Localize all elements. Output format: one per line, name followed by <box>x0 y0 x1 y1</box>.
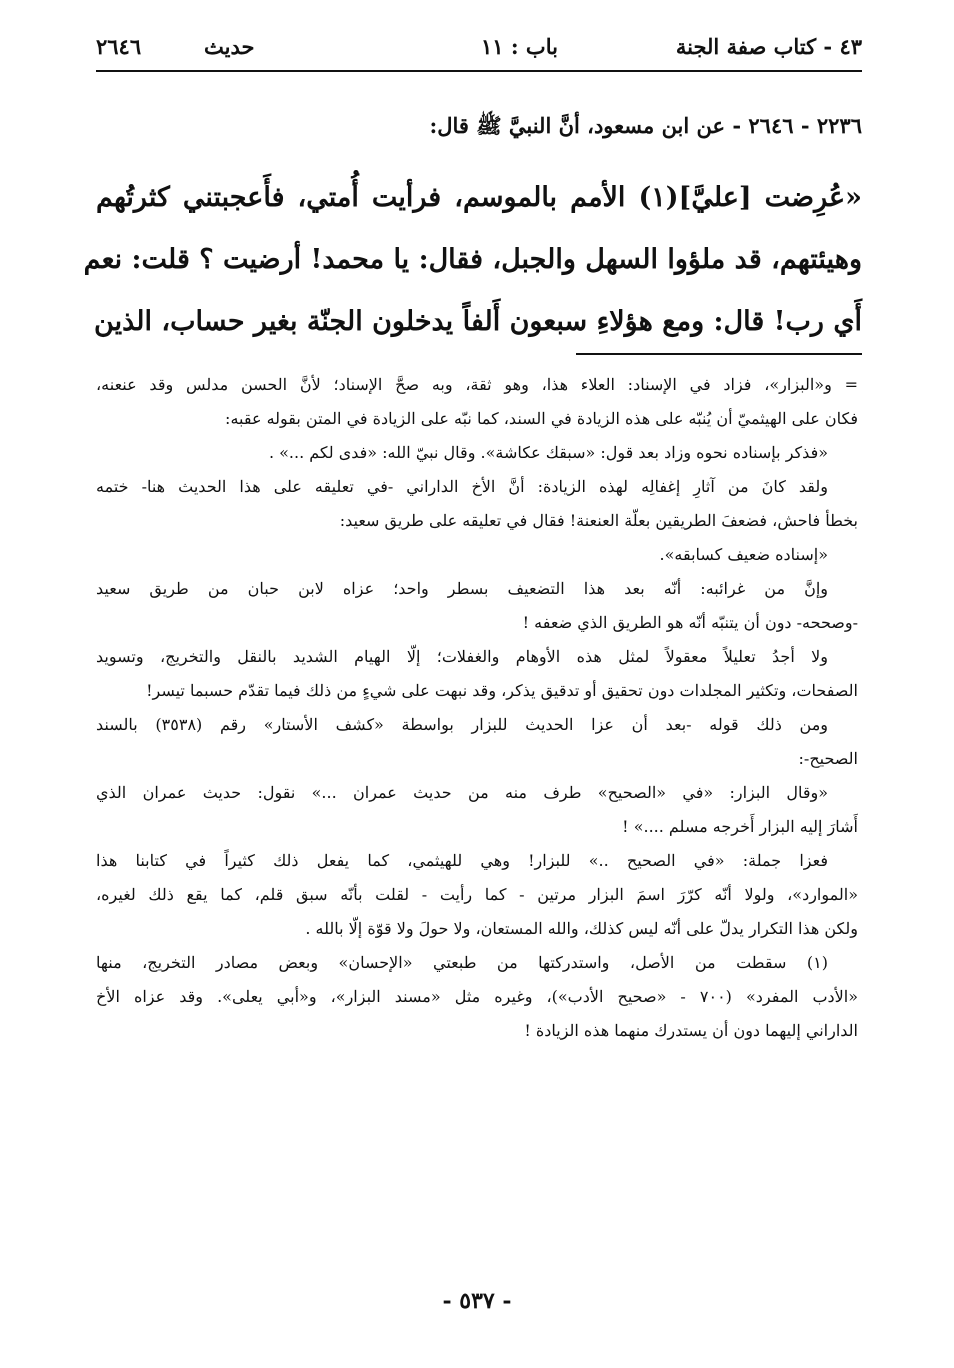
footnote-line: ومن ذلك قوله -بعد أن عزا الحديث للبزار بواسطة «كشف الأستار» رقم (٣٥٣٨) بالسند <box>96 715 828 734</box>
footnote-line: الصفحات، وتكثير المجلدات دون تحقيق أو تدقيق يذكر، وقد نبهت على شيءٍ من ذلك فيما تقدّم حسبما تيسر! <box>146 681 858 700</box>
footnote-line: ولكن هذا التكرار يدلّ على أنّه ليس كذلك، والله المستعان، ولا حولَ ولا قوّة إلّا بالله . <box>305 919 858 938</box>
hadith-heading: ٢٢٣٦ - ٢٦٤٦ - عن ابن مسعود، أنَّ النبيَّ ﷺ قال: <box>429 113 862 138</box>
footnote-line: الداراني إليهما دون أن يستدرك منهما هذه الزيادة ! <box>524 1021 858 1040</box>
footnote-line: وإنَّ من غرائبه: أنّه بعد هذا التضعيف بسطر واحد؛ عزاه لابن حبان من طريق سعيد <box>96 579 828 598</box>
footnote-line: أَشارَ إليه البزار أَخرجه مسلم ....» ! <box>622 817 858 836</box>
footnote-line: = و«البزار»، فزاد في الإسناد: العلاء هذا، وهو ثقة، وبه صحَّ الإسناد؛ لأنَّ الحسن مدلس وقد عنعنه، <box>96 375 858 394</box>
hadith-text <box>83 170 862 356</box>
footnote-line: «الأدب المفرد» (٧٠٠ - «صحيح الأدب»)، وغيره مثل «مسند البزار»، و«أبي يعلى». وقد عزاه الأخ <box>96 987 858 1006</box>
hadith-label: حديث <box>204 34 255 59</box>
footnote-line: ولا أجدُ تعليلاً معقولاً لمثل هذه الأوهام والغفلات؛ إلّا الهيام الشديد بالنقل والتخريج، وتسويد <box>96 647 829 666</box>
footnote-line: «وقال البزار: «في «الصحيح» طرف منه من حديث عمران ...» نقول: حديث عمران الذي <box>96 783 829 802</box>
hadith-line: «عُرِضت [عليَّ](١) الأمم بالموسم، فرأيت أُمتي، فأَعجبتني كثرتُهم <box>96 182 862 213</box>
footnote-line: «الموارد»، ولولا أنّه كرّرَ اسمَ البزار مرتين - كما رأيت - لقلت بأنّه سبق قلم، كما يقع ذلك لغيره، <box>96 885 858 904</box>
hadith-line: أَي رب! قال: ومع هؤلاءِ سبعون أَلفاً يدخلون الجنّة بغير حساب، الذين <box>94 306 862 337</box>
book-title: ٤٣ - كتاب صفة الجنة <box>675 34 862 59</box>
footnote-line: فعزا جملة: «في الصحيح ..» للبزار! وهي للهيثمي، كما يفعل ذلك كثيراً في كتابنا هذا <box>96 851 828 870</box>
running-header <box>96 30 862 72</box>
footnote-line: -وصححه- دون أن يتنبّه أنّه هو الطريق الذي ضعفه ! <box>522 613 858 632</box>
footnote-line: «فذكر بإسناده نحوه وزاد بعد قول: «سبقك عكاشة». وقال نبيّ الله: «فدى لكم ...» . <box>268 443 828 462</box>
footnote-line: (١) سقطت من الأصل، واستدركتها من طبعتي «الإحسان» وبعض مصادر التخريج، منها <box>96 953 829 972</box>
hadith-line: وهيئتهم، قد ملؤوا السهل والجبل، فقال: يا محمد! أرضيت ؟ قلت: نعم <box>83 244 862 275</box>
footnote-separator <box>576 353 862 355</box>
hadith-number: ٢٦٤٦ <box>96 34 142 59</box>
footnotes <box>96 368 858 1048</box>
footnote-line: فكان على الهيثميّ أن يُنبّه على هذه الزيادة في السند، كما نبّه على الزيادة في المتن بقوله عقبه: <box>225 409 858 428</box>
footnote-line: الصحيح-: <box>798 749 858 768</box>
footnote-line: «إسناده ضعيف كسابقه». <box>659 545 828 564</box>
footnote-line: ولقد كانَ من آثارِ إغفالِه لهذه الزيادة: أنَّ الأخ الداراني -في تعليقه على هذا الحديث هنا- ختمه <box>96 477 828 496</box>
page-number: - ٥٣٧ - <box>442 1288 512 1314</box>
footnote-line: بخطأ فاحش، فضعفَ الطريقين بعلّة العنعنة! فقال في تعليقه على طريق سعيد: <box>339 511 858 530</box>
chapter-label: باب : ١١ <box>481 34 558 59</box>
